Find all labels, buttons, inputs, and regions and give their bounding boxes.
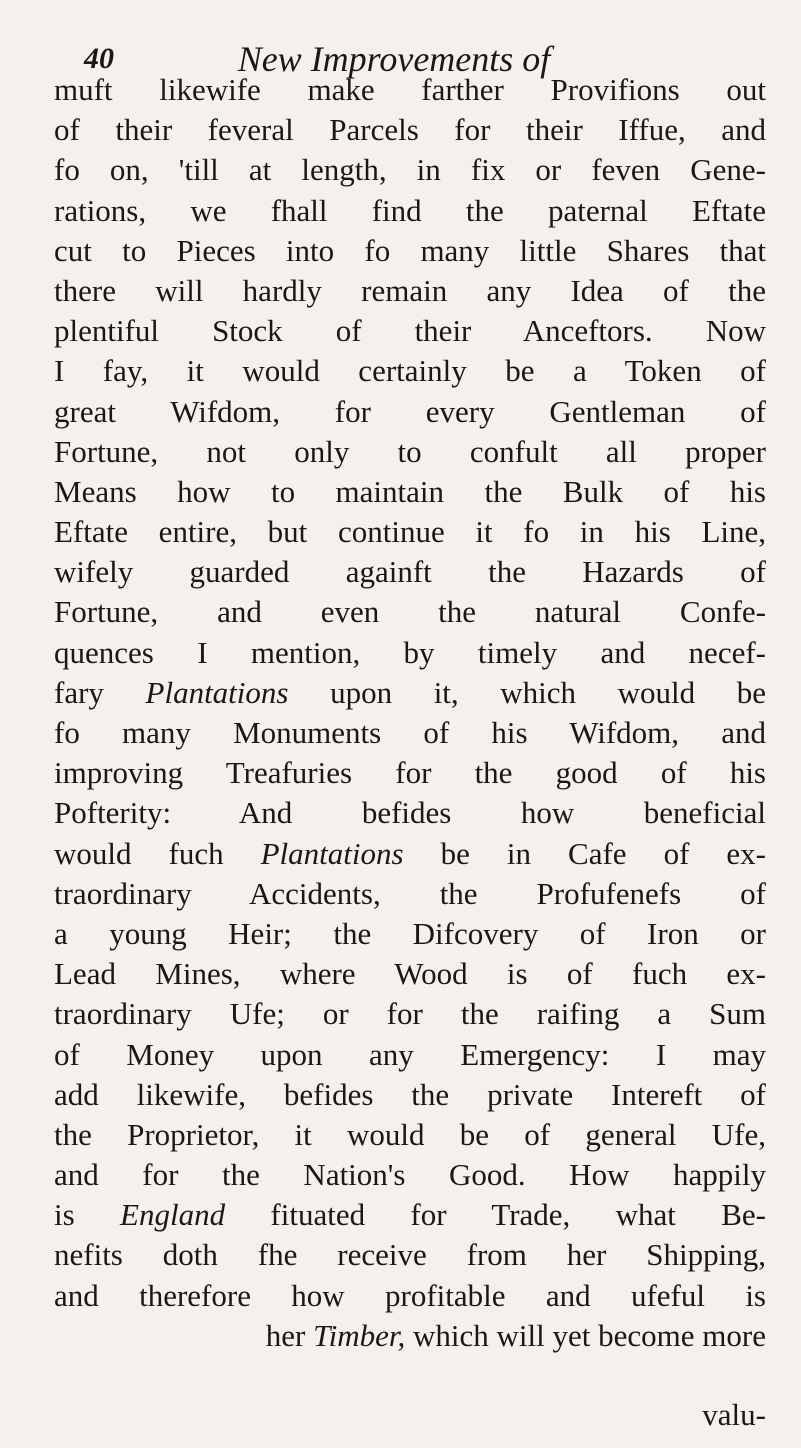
catchword: valu-: [702, 1397, 766, 1432]
text-line: wifely guarded againft the Hazards of: [54, 554, 766, 590]
text-line: Fortune, not only to confult all proper: [54, 433, 766, 469]
running-head: New Improvements of: [237, 39, 551, 79]
text-line: would fuch Plantations be in Cafe of ex-: [54, 835, 766, 871]
page-number: 40: [84, 42, 114, 75]
text-line: traordinary Ufe; or for the raifing a Sum: [54, 996, 766, 1032]
text-line: and therefore how profitable and ufeful is: [54, 1277, 766, 1313]
text-line: improving Treafuries for the good of his: [54, 755, 766, 791]
text-line: Pofterity: And befides how beneficial: [54, 795, 766, 831]
text-line: and for the Nation's Good. How happily: [54, 1157, 766, 1193]
text-line: traordinary Accidents, the Profufenefs of: [54, 875, 766, 911]
text-line: the Proprietor, it would be of general Ufe,: [54, 1116, 766, 1152]
text-line: fo many Monuments of his Wifdom, and: [54, 715, 766, 750]
text-line: there will hardly remain any Idea of the: [54, 272, 766, 308]
text-line: quences I mention, by timely and necef-: [54, 634, 766, 670]
text-line: I fay, it would certainly be a Token of: [54, 353, 766, 389]
text-line: is England fituated for Trade, what Be-: [54, 1197, 766, 1233]
text-line: of Money upon any Emergency: I may: [54, 1036, 766, 1072]
text-line: Lead Mines, where Wood is of fuch ex-: [54, 956, 766, 992]
text-line: plentiful Stock of their Anceftors. Now: [54, 313, 766, 349]
text-line: Means how to maintain the Bulk of his: [54, 473, 766, 509]
text-line: her Timber, which will yet become more: [265, 1317, 766, 1353]
text-line: fo on, 'till at length, in fix or feven Gene-: [54, 152, 766, 188]
text-line: cut to Pieces into fo many little Shares that: [54, 232, 766, 268]
text-line: add likewife, befides the private Intereft of: [54, 1076, 766, 1112]
text-line: nefits doth fhe receive from her Shipping,: [54, 1237, 766, 1273]
text-line: fary Plantations upon it, which would be: [54, 674, 767, 710]
text-line: a young Heir; the Difcovery of Iron or: [54, 915, 766, 951]
text-line: Eftate entire, but continue it fo in his Line,: [54, 514, 766, 550]
text-line: great Wifdom, for every Gentleman of: [54, 393, 766, 429]
text-line: rations, we fhall find the paternal Eftate: [54, 192, 766, 228]
text-line: muft likewife make farther Provifions out: [54, 72, 766, 107]
text-line: of their feveral Parcels for their Iffue, and: [54, 112, 766, 148]
body-text: [54, 70, 766, 1356]
text-line: Fortune, and even the natural Confe-: [54, 594, 766, 630]
